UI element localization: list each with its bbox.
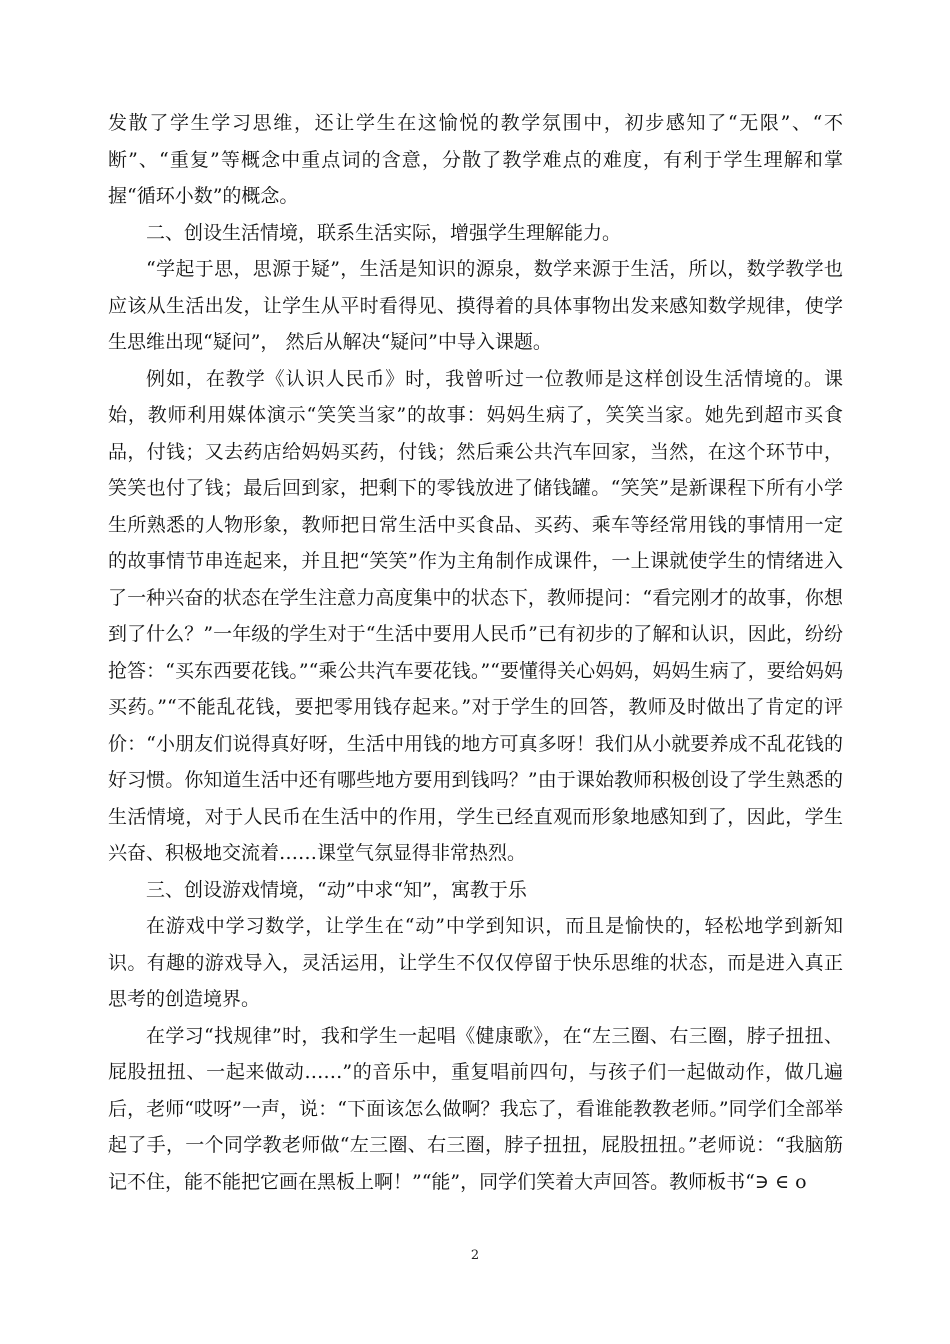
section-heading-2: 二、创设生活情境，联系生活实际，增强学生理解能力。 (146, 221, 622, 244)
paragraph-continuation: 发散了学生学习思维，还让学生在这愉悦的教学氛围中，初步感知了“无限”、“不断”、“重复”等概念中重点词的含意，分散了教学难点的难度，有利于学生理解和掌握“循环小数”的概念。 (108, 112, 843, 207)
paragraph: 在游戏中学习数学，让学生在“动”中学到知识，而且是愉快的，轻松地学到新知识。有趣的游戏导入，灵活运用，让学生不仅仅停留于快乐思维的状态，而是进入真正思考的创造境界。 (108, 915, 843, 1010)
paragraph: 例如，在教学《认识人民币》时，我曾听过一位教师是这样创设生活情境的。课始，教师利用媒体演示“笑笑当家”的故事：妈妈生病了，笑笑当家。她先到超市买食品，付钱；又去药店给妈妈买药，付钱；然后乘公共汽车回家，当然，在这个环节中，笑笑也付了钱；最后回到家，把剩下的零钱放进了储钱罐。“笑笑”是新课程下所有小学生所熟悉的人物形象，教师把日常生活中买食品、买药、乘车等经常用钱的事情用一定的故事情节串连起来，并且把“笑笑”作为主角制作成课件，一上课就使学生的情绪进入了一种兴奋的状态在学生注意力高度集中的状态下，教师提问：“看完刚才的故事，你想到了什么？”一年级的学生对于“生活中要用人民币”已有初步的了解和认识，因此，纷纷抢答：“买东西要花钱。”“乘公共汽车要花钱。”“要懂得关心妈妈，妈妈生病了，要给妈妈买药。”“不能乱花钱，要把零用钱存起来。”对于学生的回答，教师及时做出了肯定的评价：“小朋友们说得真好呀，生活中用钱的地方可真多呀！我们从小就要养成不乱花钱的好习惯。你知道生活中还有哪些地方要用到钱吗？”由于课始教师积极创设了学生熟悉的生活情境，对于人民币在生活中的作用，学生已经直观而形象地感知到了，因此，学生兴奋、积极地交流着……课堂气氛显得非常热烈。 (108, 367, 843, 864)
section-heading-3: 三、创设游戏情境，“动”中求“知”，寓教于乐 (146, 878, 527, 901)
paragraph: 在学习“找规律”时，我和学生一起唱《健康歌》，在“左三圈、右三圈，脖子扭扭、屁股扭扭、一起来做动……”的音乐中，重复唱前四句，与孩子们一起做动作，做几遍后，老师“哎呀”一声，说：“下面该怎么做啊？我忘了，看谁能教教老师。”同学们全部举起了手，一个同学教老师做“左三圈、右三圈，脖子扭扭，屁股扭扭。”老师说：“我脑筋记不住，能不能把它画在黑板上啊！”“能”，同学们笑着大声回答。教师板书“∋ ∈ o (108, 1024, 843, 1193)
document-body (108, 105, 843, 1200)
paragraph: “学起于思，思源于疑”，生活是知识的源泉，数学来源于生活，所以，数学教学也应该从生活出发，让学生从平时看得见、摸得着的具体事物出发来感知数学规律，使学生思维出现“疑问”， 然后从解决“疑问”中导入课题。 (108, 258, 843, 353)
page-number: 2 (470, 1248, 480, 1263)
